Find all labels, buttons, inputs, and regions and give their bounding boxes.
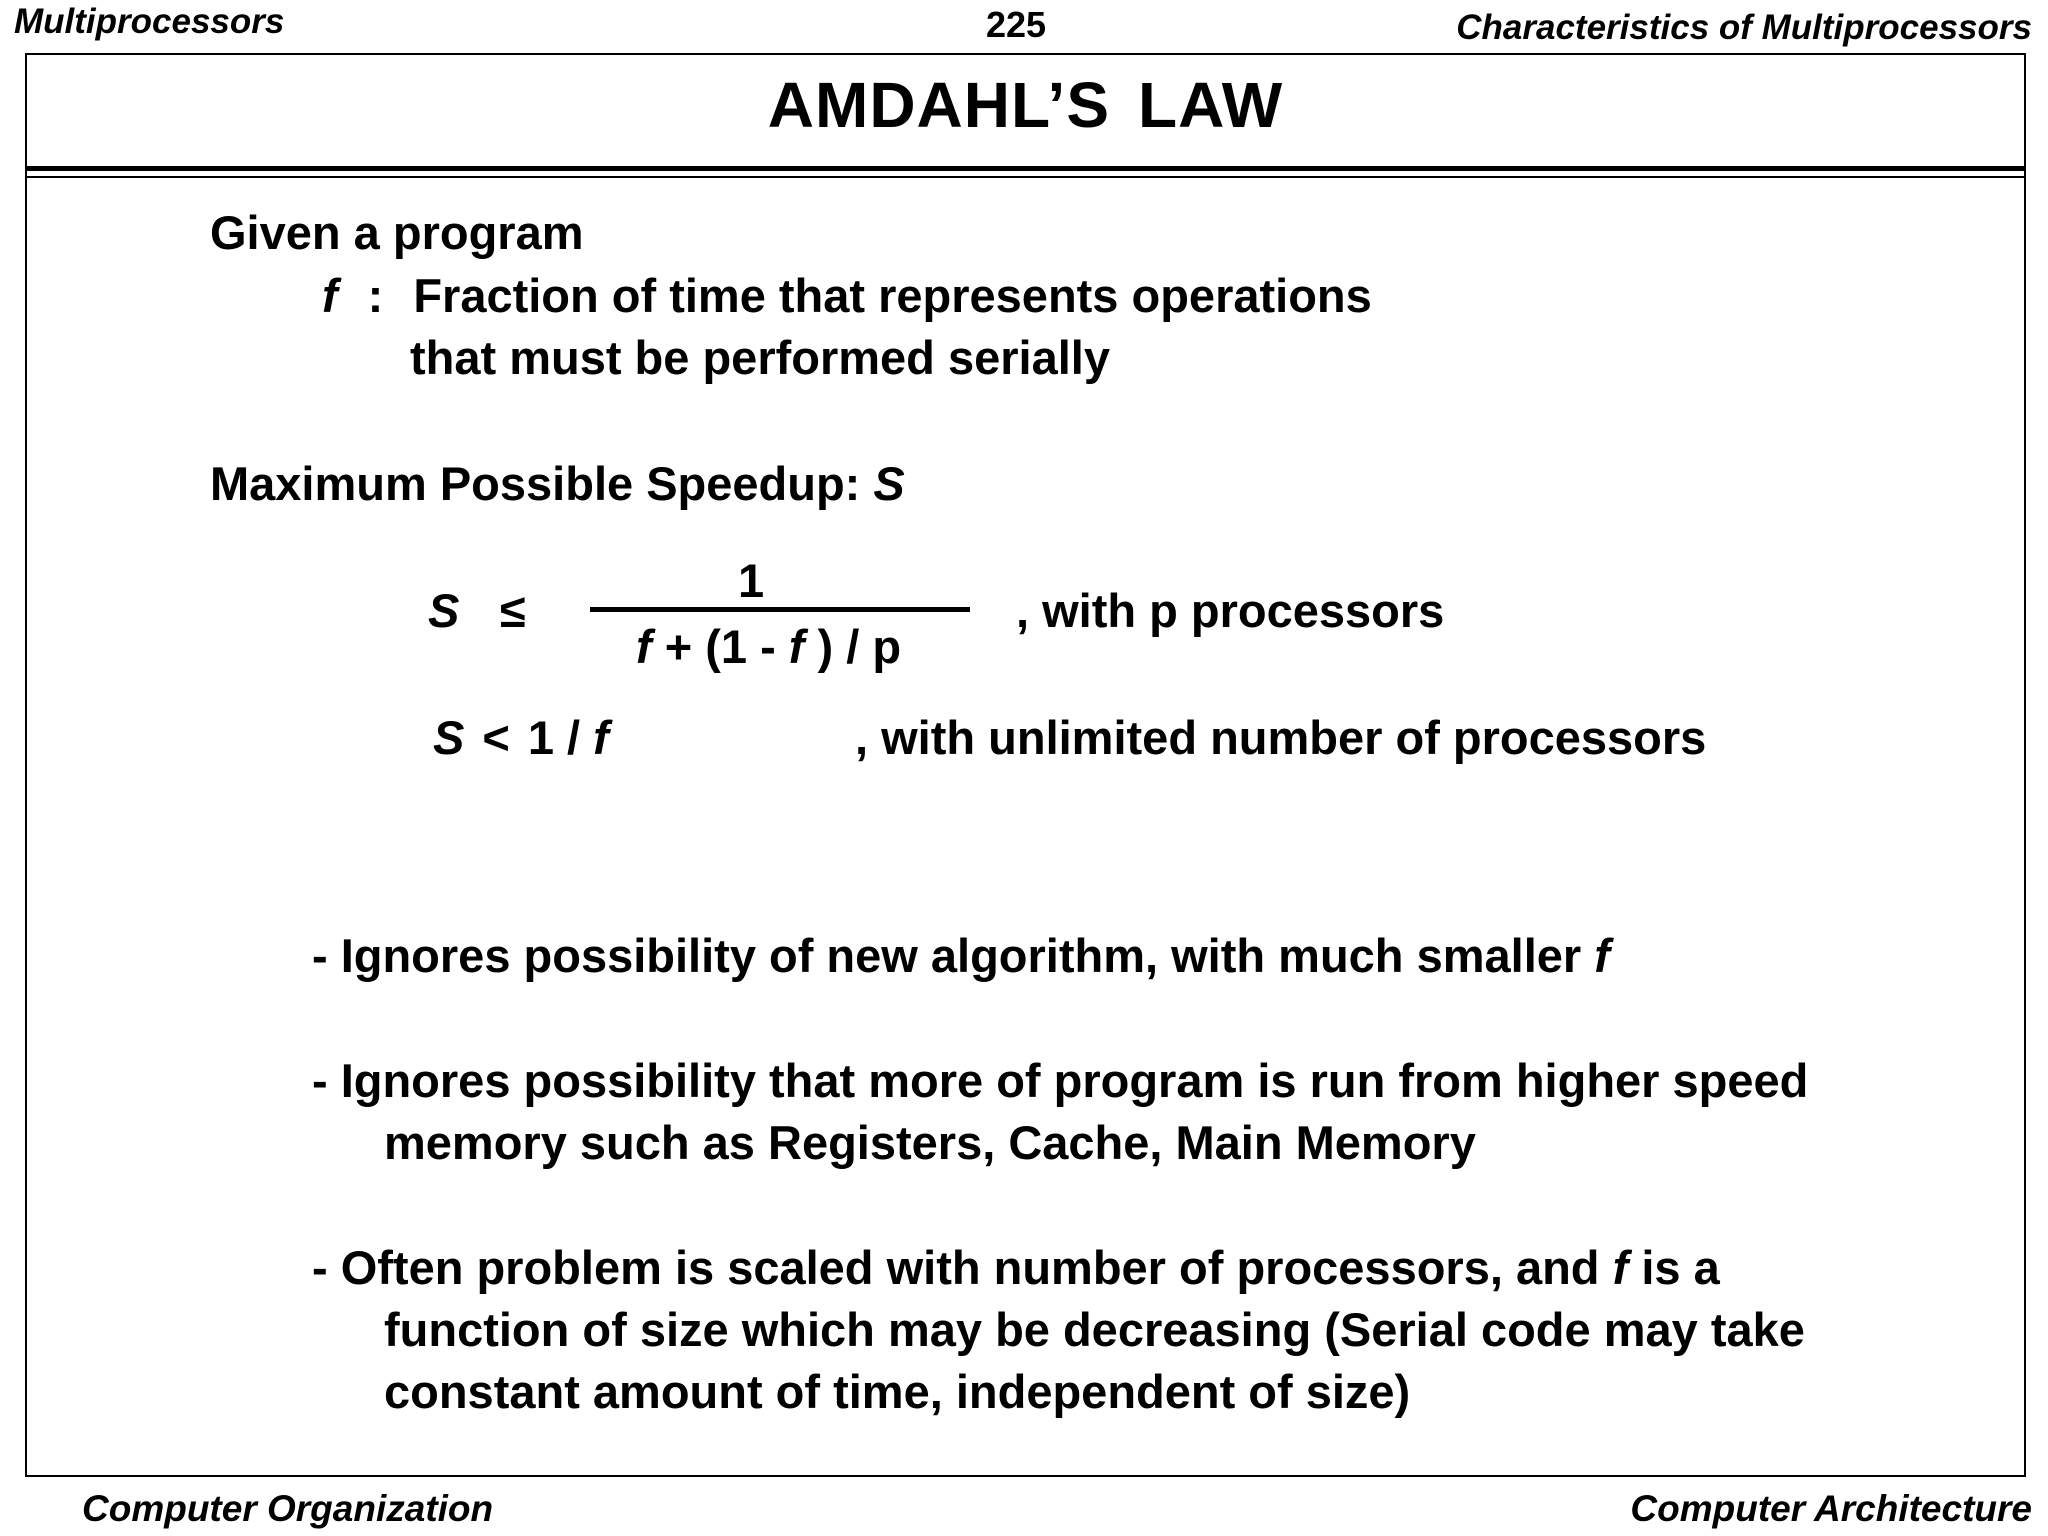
title-part2: LAW [1138,69,1284,141]
speedup-heading [210,456,905,511]
given-heading: Given a program [210,206,584,259]
header-right-title: Characteristics of Multiprocessors [1456,8,2032,47]
den-end: ) / p [817,620,902,673]
bullet-3-line3: constant amount of time, independent of size) [384,1365,1411,1418]
formula2-rhs-num: 1 / [527,711,581,764]
formula2-lhs: S [433,711,465,764]
bullet-3-text-a: - Often problem is scaled with number of processors, and [312,1241,1600,1294]
title-divider-thick [25,166,2026,171]
bullet-3-text-b: is a [1641,1241,1720,1294]
bullet-3-line2: function of size which may be decreasing (Serial code may take [384,1303,1805,1356]
fraction-bar [590,607,970,612]
f-colon: : [367,269,384,322]
speedup-heading-text: Maximum Possible Speedup: [210,457,861,510]
formula2-note: , with unlimited number of processors [855,711,1707,764]
formula2-relation: < [482,711,510,764]
title-part1: AMDAHL’S [767,69,1111,141]
bullet-2-line1: - Ignores possibility that more of program is run from higher speed [312,1054,1809,1107]
f-definition-line2: that must be performed serially [410,331,1110,384]
formula1-denominator [636,619,901,674]
formula1-relation: ≤ [500,584,526,637]
footer-left: Computer Organization [82,1488,494,1529]
den-mid: + (1 - [664,620,776,673]
den-f1: f [636,620,652,673]
f-definition-line1 [322,268,1372,323]
bullet-1-f: f [1594,929,1610,982]
formula1-numerator: 1 [738,554,765,607]
bullet-3-line1 [312,1240,1720,1295]
slide-title [25,68,2026,142]
formula1-note: , with p processors [1016,584,1445,637]
bullet-3-f: f [1612,1241,1629,1294]
bullet-1 [312,928,1610,983]
formula2-rhs-f: f [593,711,609,764]
f-definition-text: Fraction of time that represents operations [413,269,1372,322]
title-divider-thin [25,176,2026,178]
bullet-2-line2: memory such as Registers, Cache, Main Memory [384,1116,1476,1169]
formula1-lhs: S [428,584,460,637]
header-left-title: Multiprocessors [14,2,285,41]
den-f2: f [788,620,805,673]
footer-right: Computer Architecture [1630,1488,2032,1529]
f-symbol: f [322,269,338,322]
formula2-expression [433,710,609,765]
page-number: 225 [986,4,1047,45]
bullet-1-text: - Ignores possibility of new algorithm, with much smaller [312,929,1582,982]
speedup-symbol: S [873,457,905,510]
